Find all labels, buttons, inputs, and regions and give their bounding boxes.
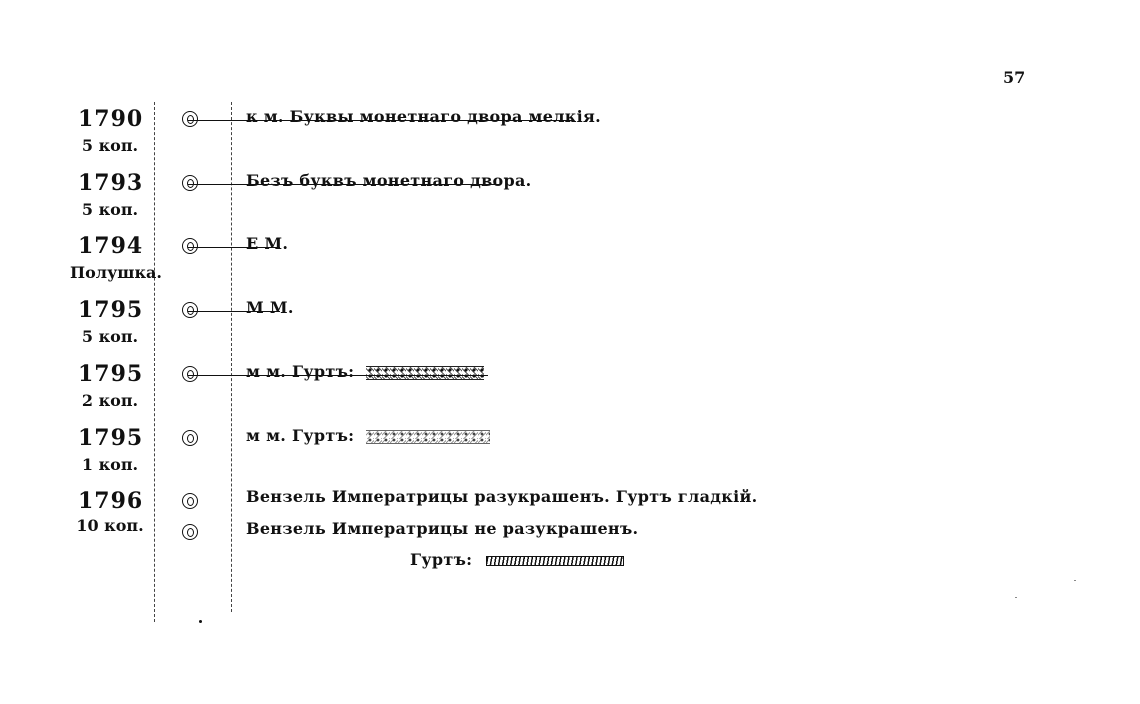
entry-year: 1790	[78, 106, 144, 132]
right-column-rule	[231, 102, 232, 612]
strikethrough-line	[188, 120, 574, 121]
entry-year: 1794	[78, 233, 144, 259]
rarity-mark-icon	[182, 366, 198, 382]
edge-ornament-icon	[366, 366, 484, 380]
entry-denomination: 2 коп.	[81, 391, 139, 410]
edge-hatch-icon	[486, 556, 624, 566]
entry-description: м м. Гуртъ:	[246, 426, 355, 445]
entry-description: М М.	[246, 298, 294, 317]
entry-year: 1793	[78, 170, 144, 196]
entry-year: 1795	[78, 361, 144, 387]
entry-year: 1795	[78, 297, 144, 323]
entry-description: Вензель Императрицы разукрашенъ. Гуртъ гладкій.	[246, 487, 758, 506]
stray-dot	[199, 620, 202, 623]
entry-description-row	[246, 362, 484, 381]
entry-denomination: 5 коп.	[81, 136, 139, 155]
strikethrough-line	[188, 375, 488, 376]
left-column-rule	[154, 102, 155, 622]
entry-denomination: 10 коп.	[76, 516, 144, 535]
strikethrough-line	[188, 184, 500, 185]
scan-speck	[1015, 597, 1017, 598]
page-number: 57	[1003, 68, 1026, 87]
entry-description: Е М.	[246, 234, 289, 253]
rarity-mark-icon	[182, 175, 198, 191]
entry-denomination: 5 коп.	[81, 200, 139, 219]
entry-description-2: Вензель Императрицы не разукрашенъ.	[246, 519, 639, 538]
entry-denomination: 1 коп.	[81, 455, 139, 474]
entry-description: м м. Гуртъ:	[246, 362, 355, 381]
strikethrough-line	[188, 247, 280, 248]
entry-description: к м. Буквы монетнаго двора мелкія.	[246, 107, 602, 126]
edge-label: Гуртъ:	[410, 550, 473, 569]
entry-description-row	[246, 426, 490, 445]
entry-description: Безъ буквъ монетнаго двора.	[246, 171, 532, 190]
entry-denomination: Полушка.	[70, 263, 162, 282]
scan-speck	[1074, 580, 1076, 581]
strikethrough-line	[188, 311, 280, 312]
rarity-mark-icon	[182, 111, 198, 127]
edge-row	[410, 550, 624, 569]
entry-year: 1796	[78, 488, 144, 514]
rarity-mark-icon	[182, 430, 198, 446]
edge-ornament-icon	[366, 430, 490, 444]
entry-year: 1795	[78, 425, 144, 451]
entry-denomination: 5 коп.	[81, 327, 139, 346]
rarity-mark-icon	[182, 302, 198, 318]
rarity-mark-icon	[182, 493, 198, 509]
rarity-mark-icon	[182, 238, 198, 254]
rarity-mark-icon	[182, 524, 198, 540]
